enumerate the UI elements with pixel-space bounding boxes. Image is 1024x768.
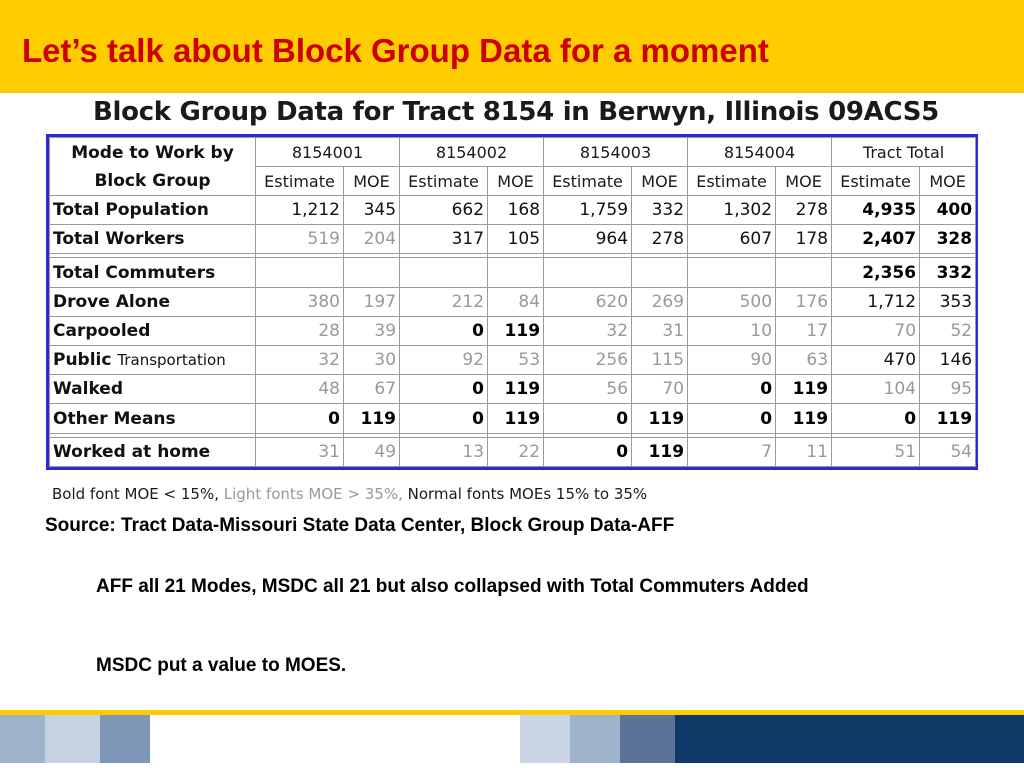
estimate-cell: 662: [400, 196, 488, 225]
row-label-text: Walked: [53, 379, 123, 400]
moe-cell: 278: [776, 196, 832, 225]
estimate-cell: [256, 258, 344, 287]
moe-header: MOE: [344, 167, 400, 196]
estimate-cell: 256: [544, 346, 632, 375]
estimate-cell: 1,712: [832, 287, 920, 316]
block-group-table: [49, 137, 976, 467]
moe-cell: 17: [776, 316, 832, 345]
moe-cell: 332: [632, 196, 688, 225]
moe-cell: 95: [920, 375, 976, 404]
row-label: [50, 346, 256, 375]
estimate-cell: 31: [256, 437, 344, 466]
estimate-cell: 620: [544, 287, 632, 316]
table-heading: Block Group Data for Tract 8154 in Berwyn, Illinois 09ACS5: [93, 97, 939, 127]
estimate-cell: [400, 258, 488, 287]
moe-cell: 168: [488, 196, 544, 225]
group-header: 8154001: [256, 138, 400, 167]
row-label-text: Worked at home: [53, 441, 211, 462]
footer-block: [570, 715, 620, 763]
moe-cell: 197: [344, 287, 400, 316]
moe-header: MOE: [488, 167, 544, 196]
moe-cell: 84: [488, 287, 544, 316]
moe-cell: 332: [920, 258, 976, 287]
moe-cell: 11: [776, 437, 832, 466]
estimate-cell: 0: [400, 404, 488, 433]
estimate-cell: 0: [400, 316, 488, 345]
estimate-cell: 0: [688, 404, 776, 433]
moe-cell: 119: [632, 437, 688, 466]
moe-cell: 119: [344, 404, 400, 433]
estimate-cell: 70: [832, 316, 920, 345]
group-header: 8154003: [544, 138, 688, 167]
estimate-cell: 1,302: [688, 196, 776, 225]
moe-cell: 31: [632, 316, 688, 345]
moe-cell: 119: [488, 375, 544, 404]
estimate-header: Estimate: [832, 167, 920, 196]
moe-cell: 70: [632, 375, 688, 404]
row-label-text: Public: [53, 350, 112, 371]
table-row: [50, 437, 976, 466]
table-row: [50, 225, 976, 254]
moe-cell: 119: [488, 316, 544, 345]
moe-cell: 105: [488, 225, 544, 254]
moe-cell: 115: [632, 346, 688, 375]
moe-cell: 49: [344, 437, 400, 466]
table-group-header-row: [50, 138, 976, 167]
estimate-cell: 7: [688, 437, 776, 466]
estimate-cell: 104: [832, 375, 920, 404]
moe-cell: 178: [776, 225, 832, 254]
moe-cell: 119: [920, 404, 976, 433]
font-legend: [52, 485, 647, 503]
moe-cell: 269: [632, 287, 688, 316]
estimate-cell: 380: [256, 287, 344, 316]
corner-label-line2: Block Group: [94, 170, 211, 191]
estimate-cell: 500: [688, 287, 776, 316]
moe-cell: 146: [920, 346, 976, 375]
estimate-cell: 470: [832, 346, 920, 375]
estimate-cell: [688, 258, 776, 287]
moe-cell: 67: [344, 375, 400, 404]
moe-cell: 63: [776, 346, 832, 375]
moe-cell: [632, 258, 688, 287]
estimate-cell: 212: [400, 287, 488, 316]
estimate-cell: 0: [256, 404, 344, 433]
row-label-text: Total Population: [53, 200, 209, 221]
estimate-header: Estimate: [688, 167, 776, 196]
footer-block: [620, 715, 675, 763]
moe-cell: 52: [920, 316, 976, 345]
footer-block: [100, 715, 150, 763]
estimate-cell: 1,759: [544, 196, 632, 225]
slide-title: Let’s talk about Block Group Data for a moment: [22, 32, 769, 69]
note-moes: MSDC put a value to MOES.: [96, 655, 347, 676]
footer-block: [0, 715, 45, 763]
moe-cell: 278: [632, 225, 688, 254]
group-header: 8154004: [688, 138, 832, 167]
table-row: [50, 316, 976, 345]
footer-block: [45, 715, 100, 763]
estimate-cell: 2,407: [832, 225, 920, 254]
row-label-text: Total Workers: [53, 229, 185, 250]
moe-cell: [488, 258, 544, 287]
source-note: Source: Tract Data-Missouri State Data Center, Block Group Data-AFF: [45, 515, 675, 536]
legend-light: Light fonts MOE > 35%,: [223, 485, 403, 503]
footer-band: [0, 705, 1024, 768]
estimate-cell: 0: [688, 375, 776, 404]
moe-cell: 176: [776, 287, 832, 316]
estimate-cell: 2,356: [832, 258, 920, 287]
moe-cell: 328: [920, 225, 976, 254]
moe-cell: 400: [920, 196, 976, 225]
row-label: [50, 316, 256, 345]
row-label: [50, 375, 256, 404]
row-label-text: Carpooled: [53, 320, 151, 341]
moe-header: MOE: [920, 167, 976, 196]
estimate-cell: 0: [832, 404, 920, 433]
estimate-cell: 32: [544, 316, 632, 345]
estimate-cell: 13: [400, 437, 488, 466]
moe-cell: 119: [776, 404, 832, 433]
estimate-cell: 1,212: [256, 196, 344, 225]
note-modes: AFF all 21 Modes, MSDC all 21 but also collapsed with Total Commuters Added: [96, 576, 809, 597]
moe-cell: 53: [488, 346, 544, 375]
moe-cell: 119: [776, 375, 832, 404]
moe-header: MOE: [632, 167, 688, 196]
table-row: [50, 346, 976, 375]
table-row: [50, 404, 976, 433]
table-row: [50, 287, 976, 316]
moe-cell: [776, 258, 832, 287]
estimate-cell: 10: [688, 316, 776, 345]
moe-cell: 54: [920, 437, 976, 466]
estimate-cell: 0: [400, 375, 488, 404]
row-label: [50, 258, 256, 287]
row-label-text: Total Commuters: [53, 262, 216, 283]
table-row: [50, 196, 976, 225]
table-body: [50, 196, 976, 467]
footer-block: [675, 715, 1024, 763]
data-table-frame: [46, 134, 978, 470]
row-label-subtext: Transportation: [117, 351, 226, 370]
estimate-cell: 964: [544, 225, 632, 254]
moe-cell: 30: [344, 346, 400, 375]
corner-label-line1: Mode to Work by: [71, 142, 234, 163]
estimate-cell: 28: [256, 316, 344, 345]
estimate-cell: 92: [400, 346, 488, 375]
estimate-header: Estimate: [256, 167, 344, 196]
estimate-cell: [544, 258, 632, 287]
estimate-cell: 56: [544, 375, 632, 404]
estimate-cell: 32: [256, 346, 344, 375]
estimate-cell: 4,935: [832, 196, 920, 225]
estimate-cell: 51: [832, 437, 920, 466]
corner-header: [50, 138, 256, 196]
group-header: 8154002: [400, 138, 544, 167]
footer-block: [520, 715, 570, 763]
moe-cell: 119: [632, 404, 688, 433]
estimate-cell: 48: [256, 375, 344, 404]
title-bar: [0, 0, 1024, 93]
row-label: [50, 437, 256, 466]
estimate-cell: 519: [256, 225, 344, 254]
estimate-cell: 90: [688, 346, 776, 375]
estimate-cell: 607: [688, 225, 776, 254]
legend-normal: Normal fonts MOEs 15% to 35%: [407, 485, 648, 503]
row-label: [50, 404, 256, 433]
moe-cell: [344, 258, 400, 287]
estimate-header: Estimate: [400, 167, 488, 196]
table-row: [50, 258, 976, 287]
table-row: [50, 375, 976, 404]
legend-bold: Bold font MOE < 15%,: [52, 485, 219, 503]
moe-cell: 353: [920, 287, 976, 316]
moe-cell: 39: [344, 316, 400, 345]
row-label: [50, 196, 256, 225]
moe-cell: 345: [344, 196, 400, 225]
moe-cell: 119: [488, 404, 544, 433]
moe-cell: 22: [488, 437, 544, 466]
row-label: [50, 287, 256, 316]
row-label: [50, 225, 256, 254]
estimate-header: Estimate: [544, 167, 632, 196]
estimate-cell: 0: [544, 437, 632, 466]
footer-block: [150, 715, 520, 763]
row-label-text: Other Means: [53, 408, 176, 429]
estimate-cell: 317: [400, 225, 488, 254]
moe-header: MOE: [776, 167, 832, 196]
group-header: Tract Total: [832, 138, 976, 167]
row-label-text: Drove Alone: [53, 291, 170, 312]
moe-cell: 204: [344, 225, 400, 254]
estimate-cell: 0: [544, 404, 632, 433]
